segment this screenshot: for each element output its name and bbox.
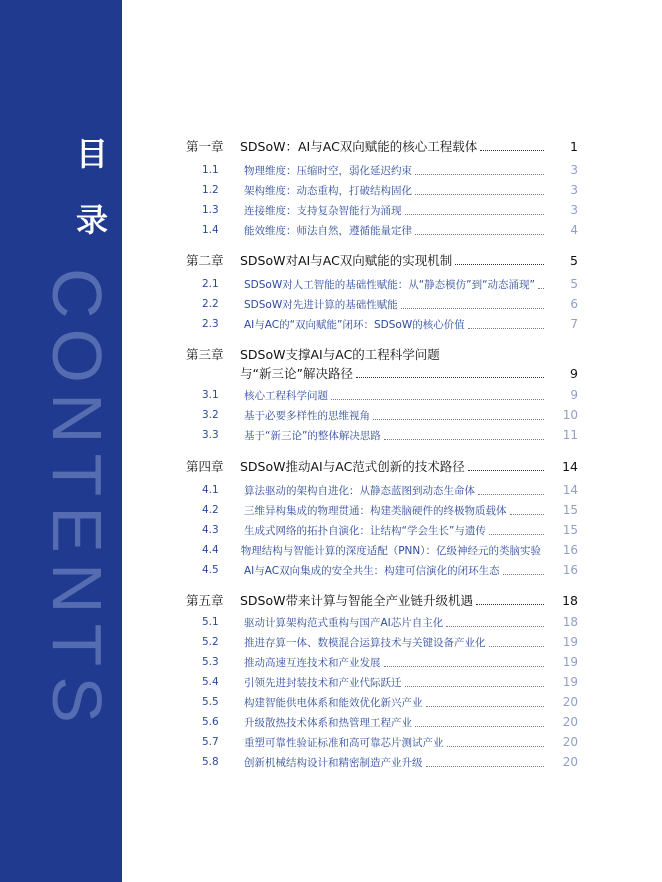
section-title: 算法驱动的架构自进化：从静态蓝图到动态生命体 — [244, 484, 475, 497]
leader-dots — [489, 646, 545, 647]
page-number: 20 — [562, 735, 578, 749]
toc-section-row[interactable] — [186, 653, 578, 671]
toc-section-row[interactable] — [186, 315, 578, 333]
toc-section-row[interactable] — [186, 613, 578, 631]
toc-section-row[interactable] — [186, 481, 578, 499]
leader-dots — [478, 494, 544, 495]
page-number: 14 — [562, 458, 578, 474]
section-number: 2.2 — [202, 298, 219, 310]
page-number: 3 — [570, 163, 578, 177]
leader-dots — [503, 574, 544, 575]
section-number: 5.1 — [202, 616, 219, 628]
toc-section-row[interactable] — [186, 733, 578, 751]
leader-dots — [405, 214, 545, 215]
leader-dots — [384, 666, 545, 667]
contents-watermark: CONTENTS — [38, 268, 116, 733]
toc-section-row[interactable] — [186, 181, 578, 199]
toc-section-row[interactable] — [186, 386, 578, 404]
toc-section-row[interactable] — [186, 673, 578, 691]
page-number: 15 — [562, 523, 578, 537]
leader-dots — [331, 399, 544, 400]
page-number: 14 — [562, 483, 578, 497]
leader-dots — [373, 419, 544, 420]
leader-dots — [446, 626, 544, 627]
section-title: 物理结构与智能计算的深度适配（PNN）：亿级神经元的类脑实验 — [240, 544, 541, 557]
page-number: 1 — [570, 138, 578, 154]
toc-section-row[interactable] — [186, 221, 578, 239]
chapter-title: SDSoW支撑AI与AC的工程科学问题 — [240, 347, 440, 362]
leader-dots — [401, 308, 544, 309]
section-title: 连接维度：支持复杂智能行为涌现 — [244, 204, 402, 217]
page-number: 15 — [562, 503, 578, 517]
section-number: 1.1 — [202, 164, 219, 176]
leader-dots — [476, 604, 544, 605]
toc-section-row[interactable] — [186, 295, 578, 313]
toc-section-row[interactable] — [186, 753, 578, 771]
section-title: 推动高速互连技术和产业发展 — [244, 656, 381, 669]
section-number: 1.2 — [202, 184, 219, 196]
toc-section-row[interactable] — [186, 406, 578, 424]
section-number: 4.1 — [202, 484, 219, 496]
title-char-mu: 目 — [76, 135, 109, 173]
leader-dots — [356, 377, 544, 378]
toc-section-row[interactable] — [186, 201, 578, 219]
section-title: 基于必要多样性的思维视角 — [244, 409, 370, 422]
section-title: AI与AC双向集成的安全共生：构建可信演化的闭环生态 — [244, 564, 500, 577]
toc-section-row[interactable] — [186, 501, 578, 519]
section-title: 推进存算一体、数模混合运算技术与关键设备产业化 — [244, 636, 486, 649]
chapter-title: SDSoW推动AI与AC范式创新的技术路径 — [240, 459, 465, 474]
leader-dots — [447, 746, 545, 747]
page-number: 19 — [562, 655, 578, 669]
page-number: 20 — [562, 695, 578, 709]
toc-section-row[interactable] — [186, 161, 578, 179]
section-number: 5.7 — [202, 736, 219, 748]
section-number: 4.4 — [202, 544, 219, 556]
sidebar-band — [0, 0, 122, 882]
page-number: 9 — [570, 388, 578, 402]
section-title: 能效维度：师法自然，遵循能量定律 — [244, 224, 412, 237]
section-title: 升级散热技术体系和热管理工程产业 — [244, 716, 412, 729]
section-number: 3.2 — [202, 409, 219, 421]
leader-dots — [415, 234, 544, 235]
leader-dots — [415, 174, 544, 175]
page-number: 10 — [562, 408, 578, 422]
page-number: 3 — [570, 203, 578, 217]
section-title: SDSoW对先进计算的基础性赋能 — [244, 298, 398, 311]
section-title: 三维异构集成的物理贯通：构建类脑硬件的终极物质载体 — [244, 504, 507, 517]
page-number: 3 — [570, 183, 578, 197]
page-number: 9 — [570, 365, 578, 381]
toc-chapter-row[interactable] — [186, 137, 578, 155]
title-char-lu: 录 — [76, 201, 109, 239]
section-title: 驱动计算架构范式重构与国产AI芯片自主化 — [244, 616, 444, 629]
section-title: AI与AC的“双向赋能”闭环：SDSoW的核心价值 — [244, 318, 465, 331]
toc-section-row[interactable] — [186, 541, 578, 559]
chapter-number: 第二章 — [186, 253, 224, 268]
toc-section-row[interactable] — [186, 521, 578, 539]
page-number: 7 — [570, 317, 578, 331]
toc-section-row[interactable] — [186, 426, 578, 444]
page-number: 5 — [570, 252, 578, 268]
leader-dots — [510, 514, 545, 515]
toc-chapter-row[interactable] — [186, 457, 578, 475]
toc-section-row[interactable] — [186, 713, 578, 731]
toc-section-row[interactable] — [186, 693, 578, 711]
section-title: 物理维度：压缩时空，弱化延迟约束 — [244, 164, 412, 177]
leader-dots — [426, 766, 545, 767]
page-number: 18 — [562, 592, 578, 608]
section-number: 5.8 — [202, 756, 219, 768]
section-number: 4.3 — [202, 524, 219, 536]
page-number: 20 — [562, 755, 578, 769]
page-number: 16 — [562, 563, 578, 577]
chapter-title: SDSoW带来计算与智能全产业链升级机遇 — [240, 593, 474, 608]
page-number: 6 — [570, 297, 578, 311]
toc-section-row[interactable] — [186, 275, 578, 293]
leader-dots — [426, 706, 545, 707]
chapter-number: 第三章 — [186, 347, 224, 362]
page-number: 19 — [562, 675, 578, 689]
page-number: 5 — [570, 277, 578, 291]
section-title: 生成式网络的拓扑自演化：让结构“学会生长”与遗传 — [244, 524, 486, 537]
page-number: 19 — [562, 635, 578, 649]
chapter-number: 第五章 — [186, 593, 224, 608]
section-number: 4.5 — [202, 564, 219, 576]
section-number: 1.4 — [202, 224, 219, 236]
chapter-number: 第四章 — [186, 459, 224, 474]
section-number: 3.3 — [202, 429, 219, 441]
section-number: 5.6 — [202, 716, 219, 728]
toc-chapter-row[interactable] — [186, 591, 578, 609]
toc-section-row[interactable] — [186, 561, 578, 579]
toc-chapter-row[interactable] — [186, 364, 578, 382]
leader-dots — [468, 328, 544, 329]
page-number: 11 — [562, 428, 578, 442]
toc-chapter-row[interactable] — [186, 345, 578, 363]
section-number: 5.3 — [202, 656, 219, 668]
leader-dots — [415, 726, 544, 727]
leader-dots — [455, 264, 544, 265]
leader-dots — [480, 150, 544, 151]
toc-section-row[interactable] — [186, 633, 578, 651]
leader-dots — [384, 439, 544, 440]
leader-dots — [468, 470, 544, 471]
section-number: 4.2 — [202, 504, 219, 516]
leader-dots — [538, 288, 544, 289]
section-title: SDSoW对人工智能的基础性赋能：从“静态模仿”到“动态涌现” — [244, 278, 535, 291]
section-number: 1.3 — [202, 204, 219, 216]
section-title: 构建智能供电体系和能效优化新兴产业 — [244, 696, 423, 709]
section-title: 核心工程科学问题 — [244, 389, 328, 402]
leader-dots — [489, 534, 544, 535]
toc-chapter-row[interactable] — [186, 251, 578, 269]
section-number: 5.4 — [202, 676, 219, 688]
leader-dots — [415, 194, 544, 195]
chapter-title-line2: 与“新三论”解决路径 — [240, 366, 353, 381]
section-number: 5.2 — [202, 636, 219, 648]
chapter-title: SDSoW：AI与AC双向赋能的核心工程载体 — [240, 139, 478, 154]
section-number: 2.1 — [202, 278, 219, 290]
page-number: 16 — [562, 543, 578, 557]
page-number: 4 — [570, 223, 578, 237]
section-title: 引领先进封装技术和产业代际跃迁 — [244, 676, 402, 689]
section-number: 5.5 — [202, 696, 219, 708]
section-number: 3.1 — [202, 389, 219, 401]
page-number: 20 — [562, 715, 578, 729]
chapter-title: SDSoW对AI与AC双向赋能的实现机制 — [240, 253, 453, 268]
page-number: 18 — [562, 615, 578, 629]
section-number: 2.3 — [202, 318, 219, 330]
leader-dots — [405, 686, 545, 687]
section-title: 架构维度：动态重构，打破结构固化 — [244, 184, 412, 197]
section-title: 基于“新三论”的整体解决思路 — [244, 429, 381, 442]
section-title: 创新机械结构设计和精密制造产业升级 — [244, 756, 423, 769]
chapter-number: 第一章 — [186, 139, 224, 154]
section-title: 重塑可靠性验证标准和高可靠芯片测试产业 — [244, 736, 444, 749]
